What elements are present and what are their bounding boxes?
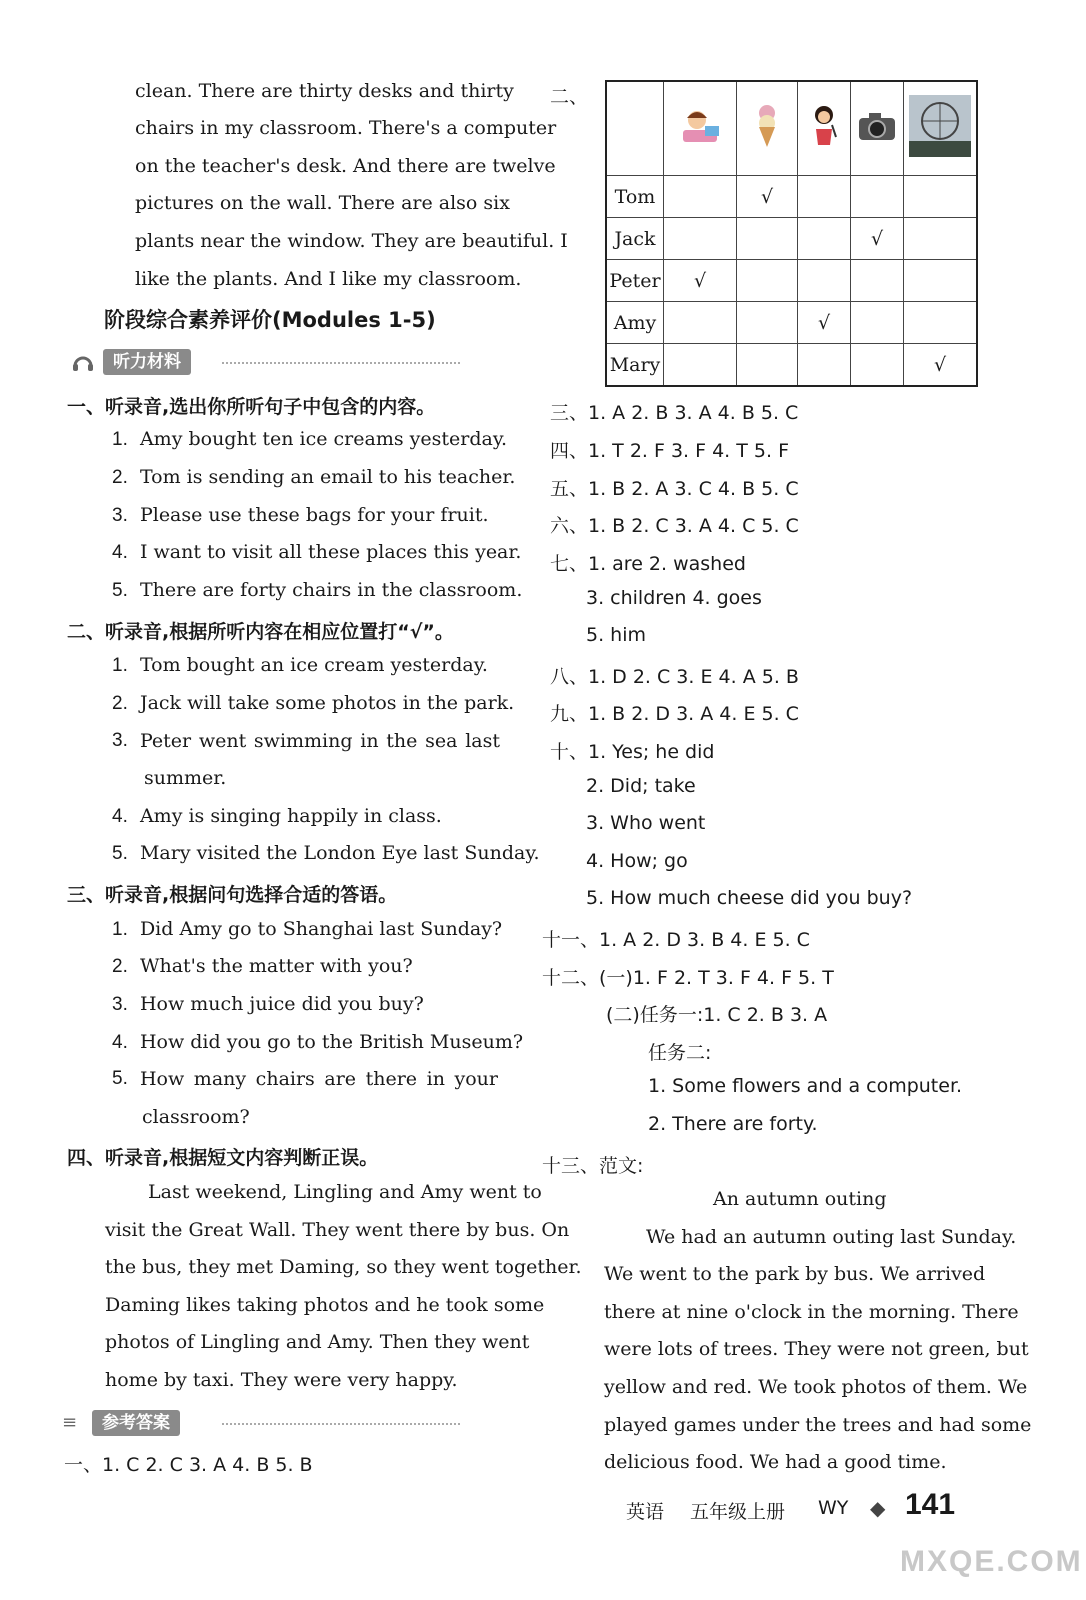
answer-line: 2. There are forty. bbox=[648, 1113, 818, 1135]
answer-line: 5. him bbox=[586, 624, 646, 646]
check-cell bbox=[737, 302, 798, 344]
list-item bbox=[112, 1031, 523, 1054]
check-cell bbox=[904, 176, 978, 218]
picture-cell bbox=[737, 81, 798, 176]
list-item bbox=[112, 805, 442, 828]
check-cell: √ bbox=[904, 344, 978, 387]
item-number: 2. bbox=[112, 467, 128, 488]
item-number: 4. bbox=[112, 1032, 128, 1053]
answer-table bbox=[605, 80, 978, 387]
item-text: Tom is sending an email to his teacher. bbox=[139, 466, 516, 488]
passage-line: the bus, they met Daming, so they went together. bbox=[105, 1256, 582, 1278]
list-item bbox=[112, 692, 514, 715]
check-cell bbox=[737, 260, 798, 302]
answer-line: 十三、范文: bbox=[542, 1155, 644, 1177]
passage-line: on the teacher's desk. And there are twelve bbox=[135, 155, 556, 177]
london-eye-icon bbox=[909, 95, 971, 157]
essay-line: We went to the park by bus. We arrived bbox=[604, 1263, 986, 1285]
headphones-icon bbox=[72, 352, 94, 372]
answer-line: 七、1. are 2. washed bbox=[550, 553, 746, 575]
list-item bbox=[112, 466, 515, 489]
check-cell bbox=[664, 344, 737, 387]
section3-heading: 三、听录音,根据问句选择合适的答语。 bbox=[67, 884, 398, 906]
girl-reading-icon bbox=[675, 106, 725, 146]
essay-line: yellow and red. We took photos of them. We bbox=[604, 1376, 1028, 1398]
row-name: Amy bbox=[606, 302, 664, 344]
item-text: How did you go to the British Museum? bbox=[139, 1031, 524, 1053]
item-number: 5. bbox=[112, 843, 128, 864]
item-text: Amy is singing happily in class. bbox=[139, 805, 442, 827]
check-cell bbox=[851, 344, 904, 387]
item-text: What's the matter with you? bbox=[139, 955, 413, 977]
essay-line: delicious food. We had a good time. bbox=[604, 1451, 947, 1473]
check-cell bbox=[737, 218, 798, 260]
check-cell: √ bbox=[798, 302, 851, 344]
check-cell bbox=[798, 176, 851, 218]
check-cell bbox=[904, 302, 978, 344]
row-name: Tom bbox=[606, 176, 664, 218]
passage-line: home by taxi. They were very happy. bbox=[105, 1369, 458, 1391]
item-number: 5. bbox=[112, 580, 128, 601]
check-cell: √ bbox=[664, 260, 737, 302]
item-text: Please use these bags for your fruit. bbox=[139, 504, 489, 526]
answer-line: 4. How; go bbox=[586, 850, 688, 872]
passage-line: plants near the window. They are beautiful. I bbox=[135, 230, 568, 252]
answer-line: 1. Some flowers and a computer. bbox=[648, 1075, 963, 1097]
passage-line: pictures on the wall. There are also six bbox=[135, 192, 510, 214]
check-cell bbox=[664, 302, 737, 344]
singing-girl-icon bbox=[808, 103, 840, 149]
item-number: 4. bbox=[112, 806, 128, 827]
check-cell: √ bbox=[737, 176, 798, 218]
item-text: I want to visit all these places this year. bbox=[139, 541, 522, 563]
item-text: Jack will take some photos in the park. bbox=[139, 692, 515, 714]
answer-line: (二)任务一:1. C 2. B 3. A bbox=[606, 1004, 828, 1026]
check-cell bbox=[851, 176, 904, 218]
answer-line: 六、1. B 2. C 3. A 4. C 5. C bbox=[550, 515, 799, 537]
item-number: 3. bbox=[112, 994, 128, 1015]
check-cell bbox=[904, 218, 978, 260]
list-item bbox=[112, 918, 502, 941]
essay-line: We had an autumn outing last Sunday. bbox=[646, 1226, 1017, 1248]
item-text: How much juice did you buy? bbox=[139, 993, 424, 1015]
check-cell bbox=[737, 344, 798, 387]
answer-line: 八、1. D 2. C 3. E 4. A 5. B bbox=[550, 666, 799, 688]
watermark: MXQE.COM bbox=[900, 1545, 1083, 1578]
picture-cell bbox=[798, 81, 851, 176]
answer-line: 十、1. Yes; he did bbox=[550, 741, 715, 763]
list-item bbox=[112, 842, 540, 865]
item-number: 2. bbox=[112, 693, 128, 714]
answers-banner: 参考答案 bbox=[92, 1410, 180, 1436]
check-cell bbox=[798, 218, 851, 260]
picture-cell bbox=[664, 81, 737, 176]
item-number: 1. bbox=[112, 429, 128, 450]
item-text: How many chairs are there in your bbox=[139, 1068, 498, 1090]
item-continuation: classroom? bbox=[142, 1106, 250, 1128]
list-item bbox=[112, 993, 424, 1016]
answer-line: 3. children 4. goes bbox=[586, 587, 762, 609]
passage-line: Last weekend, Lingling and Amy went to bbox=[148, 1181, 542, 1203]
answer-line: 3. Who went bbox=[586, 812, 706, 834]
item-text: Tom bought an ice cream yesterday. bbox=[139, 654, 488, 676]
answer-label: 二、 bbox=[550, 86, 589, 108]
ice-cream-icon bbox=[752, 103, 782, 149]
passage-line: like the plants. And I like my classroom. bbox=[135, 268, 522, 290]
answer-line: 十二、(一)1. F 2. T 3. F 4. F 5. T bbox=[542, 967, 834, 989]
list-item bbox=[112, 654, 488, 677]
item-text: There are forty chairs in the classroom. bbox=[139, 579, 523, 601]
answer-line: 2. Did; take bbox=[586, 775, 696, 797]
essay-line: were lots of trees. They were not green, but bbox=[604, 1338, 1029, 1360]
row-name: Jack bbox=[606, 218, 664, 260]
section2-heading: 二、听录音,根据所听内容在相应位置打“√”。 bbox=[67, 621, 454, 643]
footer-edition: WY bbox=[818, 1497, 849, 1519]
check-cell bbox=[798, 344, 851, 387]
diamond-icon: ◆ bbox=[870, 1496, 886, 1520]
item-number: 1. bbox=[112, 919, 128, 940]
item-number: 5. bbox=[112, 1068, 128, 1089]
essay-line: played games under the trees and had some bbox=[604, 1414, 1032, 1436]
passage-line: clean. There are thirty desks and thirty bbox=[135, 80, 514, 102]
answer-line: 四、1. T 2. F 3. F 4. T 5. F bbox=[550, 440, 789, 462]
check-cell bbox=[904, 260, 978, 302]
list-item bbox=[112, 730, 500, 752]
listening-banner: 听力材料 bbox=[103, 349, 191, 375]
item-text: Amy bought ten ice creams yesterday. bbox=[139, 428, 508, 450]
passage-line: chairs in my classroom. There's a computer bbox=[135, 117, 557, 139]
list-item bbox=[112, 541, 521, 564]
item-text: Mary visited the London Eye last Sunday. bbox=[139, 842, 540, 864]
answer-key-icon: ≡ bbox=[62, 1412, 78, 1433]
list-item bbox=[112, 955, 413, 978]
check-cell bbox=[798, 260, 851, 302]
divider bbox=[222, 362, 460, 364]
item-text: Peter went swimming in the sea last bbox=[139, 730, 500, 752]
answer-line: 三、1. A 2. B 3. A 4. B 5. C bbox=[550, 402, 799, 424]
divider bbox=[222, 1423, 460, 1425]
row-name: Mary bbox=[606, 344, 664, 387]
item-text: Did Amy go to Shanghai last Sunday? bbox=[139, 918, 503, 940]
footer-subject: 英语 bbox=[626, 1501, 665, 1523]
section4-heading: 四、听录音,根据短文内容判断正误。 bbox=[67, 1147, 379, 1169]
picture-cell bbox=[904, 81, 978, 176]
passage-line: photos of Lingling and Amy. Then they went bbox=[105, 1331, 530, 1353]
item-number: 3. bbox=[112, 505, 128, 526]
page-title: 阶段综合素养评价(Modules 1-5) bbox=[104, 308, 436, 332]
check-cell bbox=[851, 302, 904, 344]
answer-line: 九、1. B 2. D 3. A 4. E 5. C bbox=[550, 703, 799, 725]
answer-line: 十一、1. A 2. D 3. B 4. E 5. C bbox=[542, 929, 810, 951]
header-empty bbox=[606, 81, 664, 176]
essay-line: there at nine o'clock in the morning. There bbox=[604, 1301, 1019, 1323]
list-item bbox=[112, 1068, 498, 1090]
camera-icon bbox=[857, 110, 897, 142]
check-cell bbox=[664, 176, 737, 218]
passage-line: Daming likes taking photos and he took some bbox=[105, 1294, 545, 1316]
passage-line: visit the Great Wall. They went there by bus. On bbox=[105, 1219, 570, 1241]
answer-line: 一、1. C 2. C 3. A 4. B 5. B bbox=[64, 1454, 313, 1476]
item-number: 3. bbox=[112, 730, 128, 751]
item-continuation: summer. bbox=[144, 767, 227, 789]
answer-line: 5. How much cheese did you buy? bbox=[586, 887, 913, 909]
list-item bbox=[112, 428, 507, 451]
item-number: 2. bbox=[112, 956, 128, 977]
answer-line: 五、1. B 2. A 3. C 4. B 5. C bbox=[550, 478, 799, 500]
picture-cell bbox=[851, 81, 904, 176]
answer-line: 任务二: bbox=[648, 1042, 712, 1064]
page-number: 141 bbox=[905, 1488, 956, 1521]
list-item bbox=[112, 504, 489, 527]
section1-heading: 一、听录音,选出你所听句子中包含的内容。 bbox=[67, 396, 436, 418]
check-cell bbox=[664, 218, 737, 260]
check-cell: √ bbox=[851, 218, 904, 260]
item-number: 1. bbox=[112, 655, 128, 676]
footer-grade: 五年级上册 bbox=[690, 1501, 786, 1523]
essay-title: An autumn outing bbox=[713, 1188, 887, 1210]
check-cell bbox=[851, 260, 904, 302]
list-item bbox=[112, 579, 522, 602]
item-number: 4. bbox=[112, 542, 128, 563]
row-name: Peter bbox=[606, 260, 664, 302]
